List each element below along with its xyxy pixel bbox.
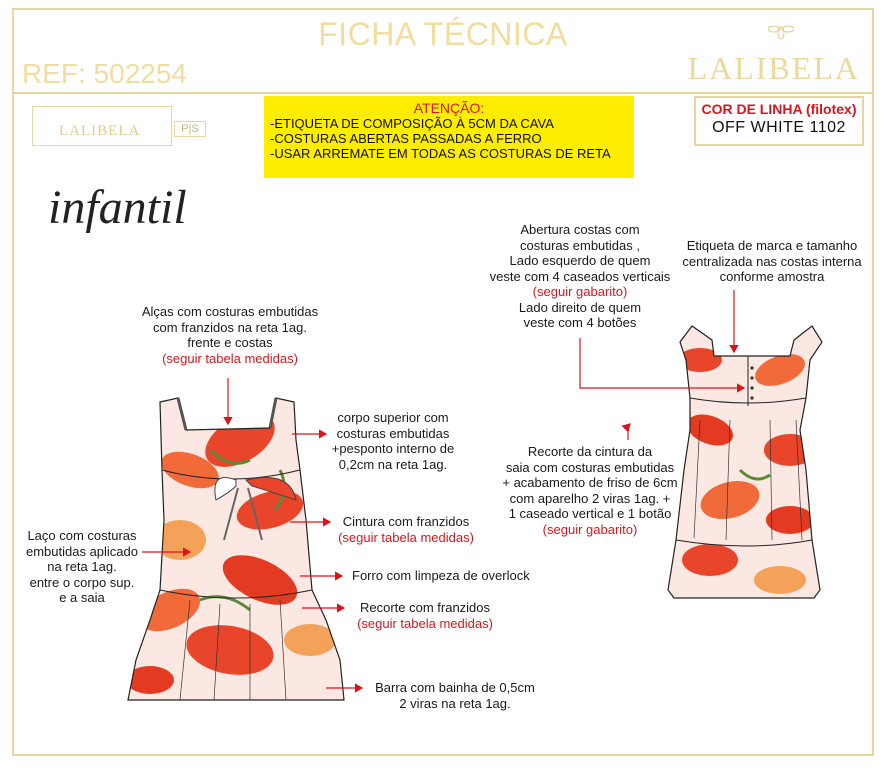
tag-annotation xyxy=(672,238,872,285)
annotation-line: Recorte da cintura da xyxy=(527,444,653,459)
bodice-annotation xyxy=(320,410,466,472)
annotation-line: centralizada nas costas interna xyxy=(682,253,862,269)
annotation-line: Laço com costuras xyxy=(27,528,137,543)
annotation-line: saia com costuras embutidas xyxy=(505,459,675,475)
cut-annotation xyxy=(344,600,506,631)
annotation-line: com aparelho 2 viras 1ag. + xyxy=(509,490,671,506)
thread-color-value: OFF WHITE 1102 xyxy=(712,119,846,136)
attention-line: -ETIQUETA DE COMPOSIÇÃO À 5CM DA CAVA xyxy=(270,116,554,131)
annotation-note: (seguir tabela medidas) xyxy=(357,615,493,631)
annotation-note: (seguir tabela medidas) xyxy=(162,350,298,366)
annotation-line: embutidas aplicado xyxy=(25,543,139,559)
annotation-line: com franzidos na reta 1ag. xyxy=(153,319,307,335)
annotation-line: veste com 4 caseados verticais xyxy=(489,268,671,284)
annotation-line: Cintura com franzidos xyxy=(342,514,470,529)
annotation-line: Forro com limpeza de overlock xyxy=(352,568,530,583)
annotation-line: Alças com costuras embutidas xyxy=(141,304,319,319)
annotation-line: Barra com bainha de 0,5cm xyxy=(375,680,535,695)
attention-title: ATENÇÃO: xyxy=(413,100,485,116)
annotation-line: +pesponto interno de xyxy=(331,441,455,456)
annotation-line: 1 caseado vertical e 1 botão xyxy=(508,506,672,521)
attention-line: -USAR ARREMATE EM TODAS AS COSTURAS DE RETA xyxy=(270,146,611,161)
annotation-line: na reta 1ag. xyxy=(47,559,117,574)
annotation-line: 2 viras na reta 1ag. xyxy=(399,695,511,711)
attention-line: -COSTURAS ABERTAS PASSADAS A FERRO xyxy=(270,131,542,146)
annotation-note: (seguir gabarito) xyxy=(542,521,638,537)
reference-number: REF: 502254 xyxy=(22,58,187,89)
annotation-line: entre o corpo sup. xyxy=(29,574,135,590)
annotation-line: frente e costas xyxy=(187,335,273,350)
straps-annotation xyxy=(120,304,340,366)
waist-cut-annotation xyxy=(490,444,690,537)
thread-color-title: COR DE LINHA (filotex) xyxy=(701,101,857,117)
opening-annotation xyxy=(480,222,680,331)
annotation-line: Etiqueta de marca e tamanho xyxy=(686,238,858,253)
waist-annotation xyxy=(326,514,486,545)
annotation-line: Recorte com franzidos xyxy=(359,600,491,615)
annotation-line: conforme amostra xyxy=(719,269,825,284)
annotation-line: corpo superior com xyxy=(337,410,449,425)
category-label: infantil xyxy=(48,181,187,234)
annotation-line: Lado direito de quem xyxy=(518,299,642,315)
page-title: FICHA TÉCNICA xyxy=(318,16,568,52)
hem-annotation xyxy=(362,680,548,711)
size-label-box: P|S xyxy=(174,121,206,137)
annotation-note: (seguir gabarito) xyxy=(532,284,628,299)
annotation-line: Abertura costas com xyxy=(520,222,640,237)
annotation-note: (seguir tabela medidas) xyxy=(338,529,474,545)
annotation-line: costuras embutidas xyxy=(336,425,450,441)
annotation-line: costuras embutidas , xyxy=(520,237,640,253)
annotation-line: + acabamento de friso de 6cm xyxy=(502,475,678,490)
annotation-line: Lado esquerdo de quem xyxy=(509,253,651,268)
front-dress-drawing xyxy=(120,390,350,710)
lining-annotation xyxy=(352,568,562,584)
annotation-line: veste com 4 botões xyxy=(523,315,637,330)
annotation-line: e a saia xyxy=(59,590,105,605)
brand-logo: LALIBELA xyxy=(687,50,860,86)
annotation-line: 0,2cm na reta 1ag. xyxy=(338,456,448,472)
label-brand-text: LALIBELA xyxy=(59,123,141,139)
bow-annotation xyxy=(14,528,150,606)
